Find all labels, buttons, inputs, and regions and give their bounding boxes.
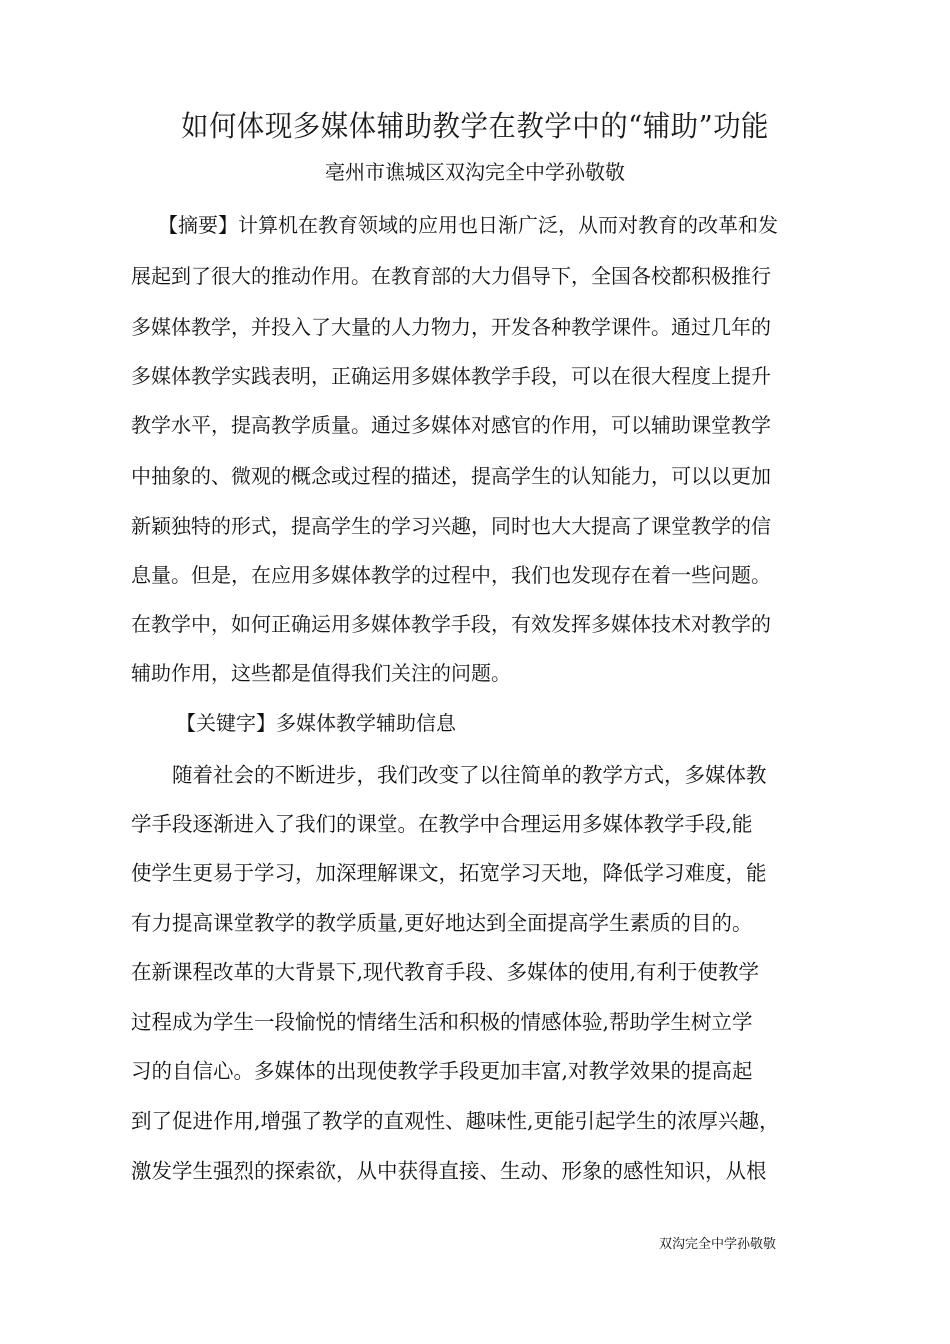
abstract-line: 【摘要】计算机在教育领域的应用也日渐广泛，从而对教育的改革和发 xyxy=(158,213,778,237)
page-footer: 双沟完全中学孙敬敬 xyxy=(659,1237,777,1252)
abstract-line: 多媒体教学实践表明，正确运用多媒体教学手段，可以在很大程度上提升 xyxy=(131,364,771,388)
abstract-line: 辅助作用，这些都是值得我们关注的问题。 xyxy=(131,661,511,685)
keywords-line: 【关键字】多媒体教学辅助信息 xyxy=(176,711,456,735)
body-line: 过程成为学生一段愉悦的情绪生活和积极的情感体验,帮助学生树立学 xyxy=(131,1010,753,1034)
body-line: 学手段逐渐进入了我们的课堂。在教学中合理运用多媒体教学手段,能 xyxy=(131,812,753,836)
document-title: 如何体现多媒体辅助教学在教学中的“辅助”功能 xyxy=(180,109,770,143)
abstract-line: 多媒体教学，并投入了大量的人力物力，开发各种教学课件。通过几年的 xyxy=(131,315,771,339)
abstract-line: 中抽象的、微观的概念或过程的描述，提高学生的认知能力，可以以更加 xyxy=(131,464,771,488)
abstract-line: 教学水平，提高教学质量。通过多媒体对感官的作用，可以辅助课堂教学 xyxy=(131,413,771,437)
body-line: 使学生更易于学习，加深理解课文，拓宽学习天地，降低学习难度，能 xyxy=(131,861,767,885)
body-line: 有力提高课堂教学的教学质量,更好地达到全面提高学生素质的目的。 xyxy=(131,911,753,935)
abstract-line: 新颖独特的形式，提高学生的学习兴趣，同时也大大提高了课堂教学的信 xyxy=(131,514,771,538)
body-line: 习的自信心。多媒体的出现使教学手段更加丰富,对教学效果的提高起 xyxy=(131,1059,753,1083)
abstract-line: 息量。但是，在应用多媒体教学的过程中，我们也发现存在着一些问题。 xyxy=(131,563,771,587)
abstract-line: 在教学中，如何正确运用多媒体教学手段，有效发挥多媒体技术对教学的 xyxy=(131,612,771,636)
abstract-line: 展起到了很大的推动作用。在教育部的大力倡导下，全国各校都积极推行 xyxy=(131,264,771,288)
author-line: 亳州市谯城区双沟完全中学孙敬敬 xyxy=(325,160,625,184)
body-line: 激发学生强烈的探索欲，从中获得直接、生动、形象的感性知识，从根 xyxy=(131,1159,767,1183)
body-line: 到了促进作用,增强了教学的直观性、趣味性,更能引起学生的浓厚兴趣， xyxy=(131,1109,780,1133)
body-line: 在新课程改革的大背景下,现代教育手段、多媒体的使用,有利于使教学 xyxy=(131,960,760,984)
body-line: 随着社会的不断进步，我们改变了以往简单的教学方式，多媒体教 xyxy=(172,763,767,787)
